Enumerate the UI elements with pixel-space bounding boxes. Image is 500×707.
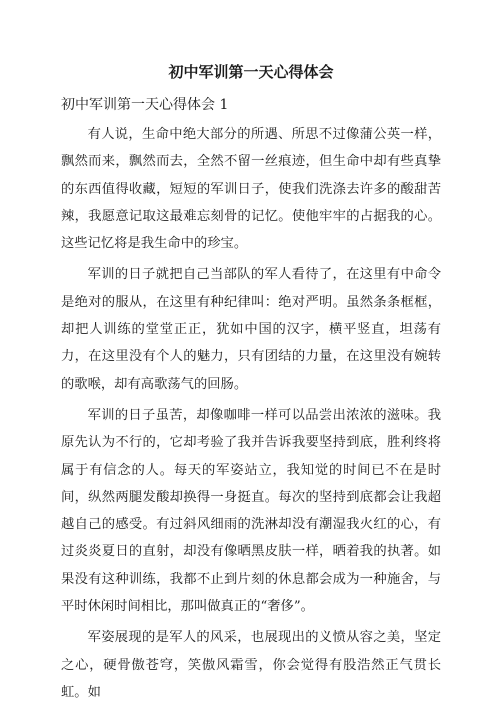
paragraph: 有人说，生命中绝大部分的所遇、所思不过像蒲公英一样，飘然而来，飘然而去，全然不留一丝痕迹，但生命中却有些真挚的东西值得收藏，短短的军训日子，使我们洗涤去许多的酸甜苦辣，我愿意记取这最难忘刻骨的记忆。使他牢牢的占据我的心。这些记忆将是我生命中的珍宝。 — [61, 127, 441, 252]
document-title: 初中军训第一天心得体会 — [168, 63, 334, 81]
paragraph: 军训的日子就把自己当部队的军人看待了，在这里有中命令是绝对的服从，在这里有种纪律叫：绝对严明。虽然条条框框，却把人训练的堂堂正正，犹如中国的汉字，横平竖直，坦荡有力，在这里没有个人的魅力，只有团结的力量，在这里没有婉转的歌喉，却有高歌荡气的回肠。 — [61, 267, 441, 392]
document-subtitle: 初中军训第一天心得体会 1 — [61, 97, 229, 113]
paragraph: 军训的日子虽苦，却像咖啡一样可以品尝出浓浓的滋味。我原先认为不行的，它却考验了我并告诉我要坚持到底，胜利终将属于有信念的人。每天的军姿站立，我知觉的时间已不在是时间，纵然两腿发酸却换得一身挺直。每次的坚持到底都会让我超越自己的感受。有过斜风细雨的洗淋却没有潮湿我火红的心，有过炎炎夏日的直射，却没有像晒黑皮肤一样，晒着我的执著。如果没有这种训练，我都不止到片刻的休息都会成为一种施舍，与平时休闲时间相比，那叫做真正的“奢侈”。 — [61, 407, 441, 615]
paragraph: 军姿展现的是军人的风采，也展现出的义愤从容之美，坚定之心，硬骨傲苍穹，笑傲风霜雪，你会觉得有股浩然正气贯长虹。如 — [61, 630, 441, 700]
